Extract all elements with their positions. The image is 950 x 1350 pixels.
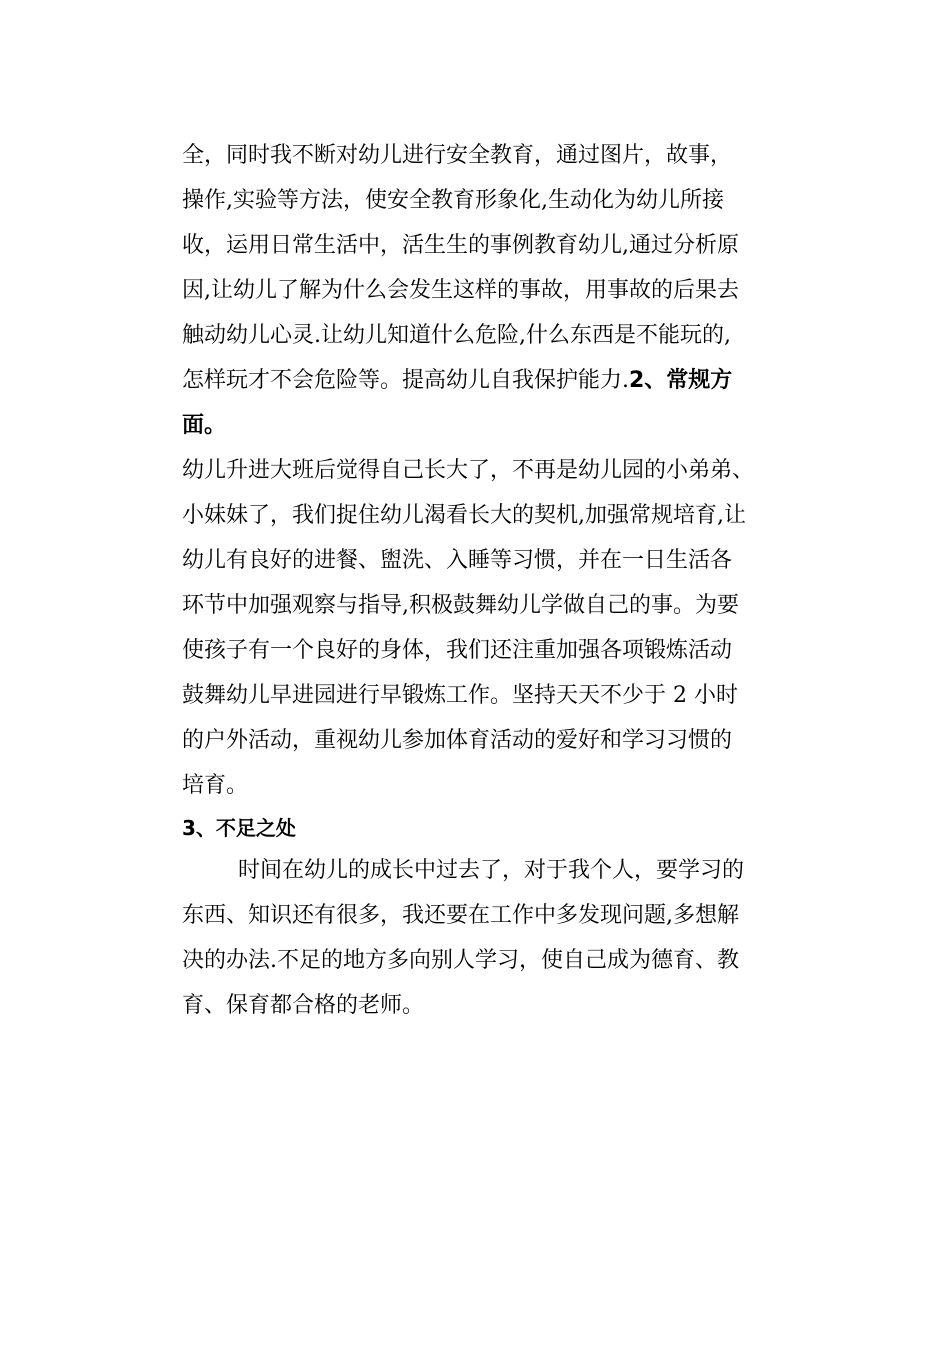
text-line: 操作,实验等方法，使安全教育形象化,生动化为幼儿所接 — [182, 188, 724, 213]
text-line: 的户外活动，重视幼儿参加体育活动的爱好和学习习惯的 — [182, 728, 733, 753]
text-line: 东西、知识还有很多，我还要在工作中多发现问题,多想解 — [182, 903, 739, 928]
text-line: 全，同时我不断对幼儿进行安全教育，通过图片，故事， — [182, 143, 733, 168]
text-line: 决的办法.不足的地方多向别人学习，使自己成为德育、教 — [182, 948, 739, 973]
text-line: 因,让幼儿了解为什么会发生这样的事故，用事故的后果去 — [182, 278, 739, 303]
section-2-heading-continuation: 面。 — [182, 413, 227, 438]
text-line: 触动幼儿心灵.让幼儿知道什么危险,什么东西是不能玩的, — [182, 323, 731, 348]
text-line: 育、保育都合格的老师。 — [182, 993, 425, 1018]
text-line: 小妹妹了，我们捉住幼儿渴看长大的契机,加强常规培育,让 — [182, 503, 746, 528]
text-line: 幼儿有良好的进餐、盥洗、入睡等习惯，并在一日生活各 — [182, 548, 733, 573]
text-line: 鼓舞幼儿早进园进行早锻炼工作。坚持天天不少于 2 小时 — [182, 683, 738, 708]
text-line: 使孩子有一个良好的身体，我们还注重加强各项锻炼活动 — [182, 638, 733, 663]
text-line: 幼儿升进大班后觉得自己长大了，不再是幼儿园的小弟弟、 — [182, 458, 755, 483]
text-line-segment: 怎样玩才不会危险等。提高幼儿自我保护能力. — [182, 368, 629, 393]
document-body — [182, 133, 782, 1028]
text-line — [182, 358, 782, 403]
text-line: 培育。 — [182, 773, 249, 798]
section-3-heading: 3、不足之处 — [182, 816, 296, 840]
text-line: 时间在幼儿的成长中过去了，对于我个人，要学习的 — [238, 858, 745, 883]
text-line: 环节中加强观察与指导,积极鼓舞幼儿学做自己的事。为要 — [182, 593, 739, 618]
text-line: 收，运用日常生活中，活生生的事例教育幼儿,通过分析原 — [182, 233, 739, 258]
section-2-heading: 2、常规方 — [629, 368, 733, 393]
